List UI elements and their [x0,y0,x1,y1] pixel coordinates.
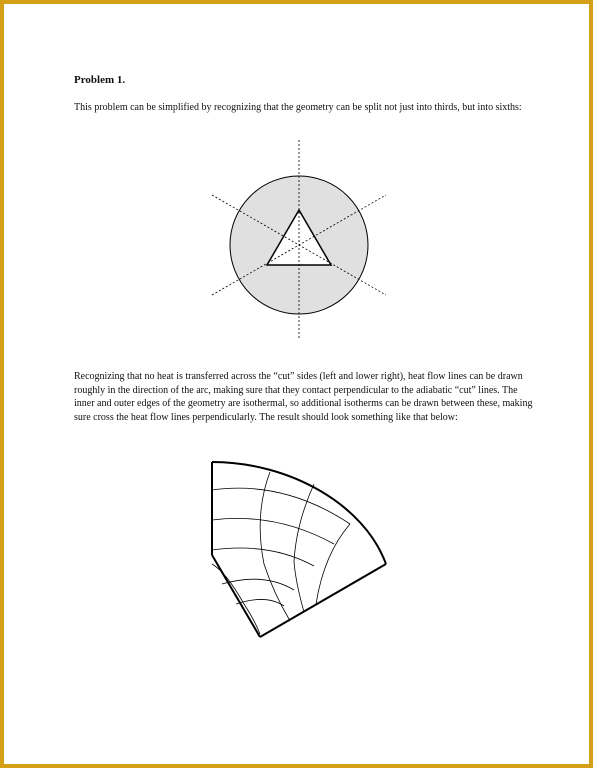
geometry-sixths-figure [204,134,394,344]
flux-plot-figure [204,454,394,644]
isotherm-lines [212,488,350,606]
intro-paragraph: This problem can be simplified by recognizing that the geometry can be split not just into thirds, but into sixths: [74,102,522,113]
problem-heading: Problem 1. [74,74,126,86]
explanation-paragraph: Recognizing that no heat is transferred across the “cut” sides (left and lower right), heat flow lines can be drawn roughly in the direction of the arc, making sure that they contact perpendicular to the adiabatic “cut” lines. The inner and outer edges of the geometry are isothermal, so additional isotherms can be drawn between these, making sure cross the heat flow lines perpendicularly. The result should look something like that below: [74,371,533,423]
